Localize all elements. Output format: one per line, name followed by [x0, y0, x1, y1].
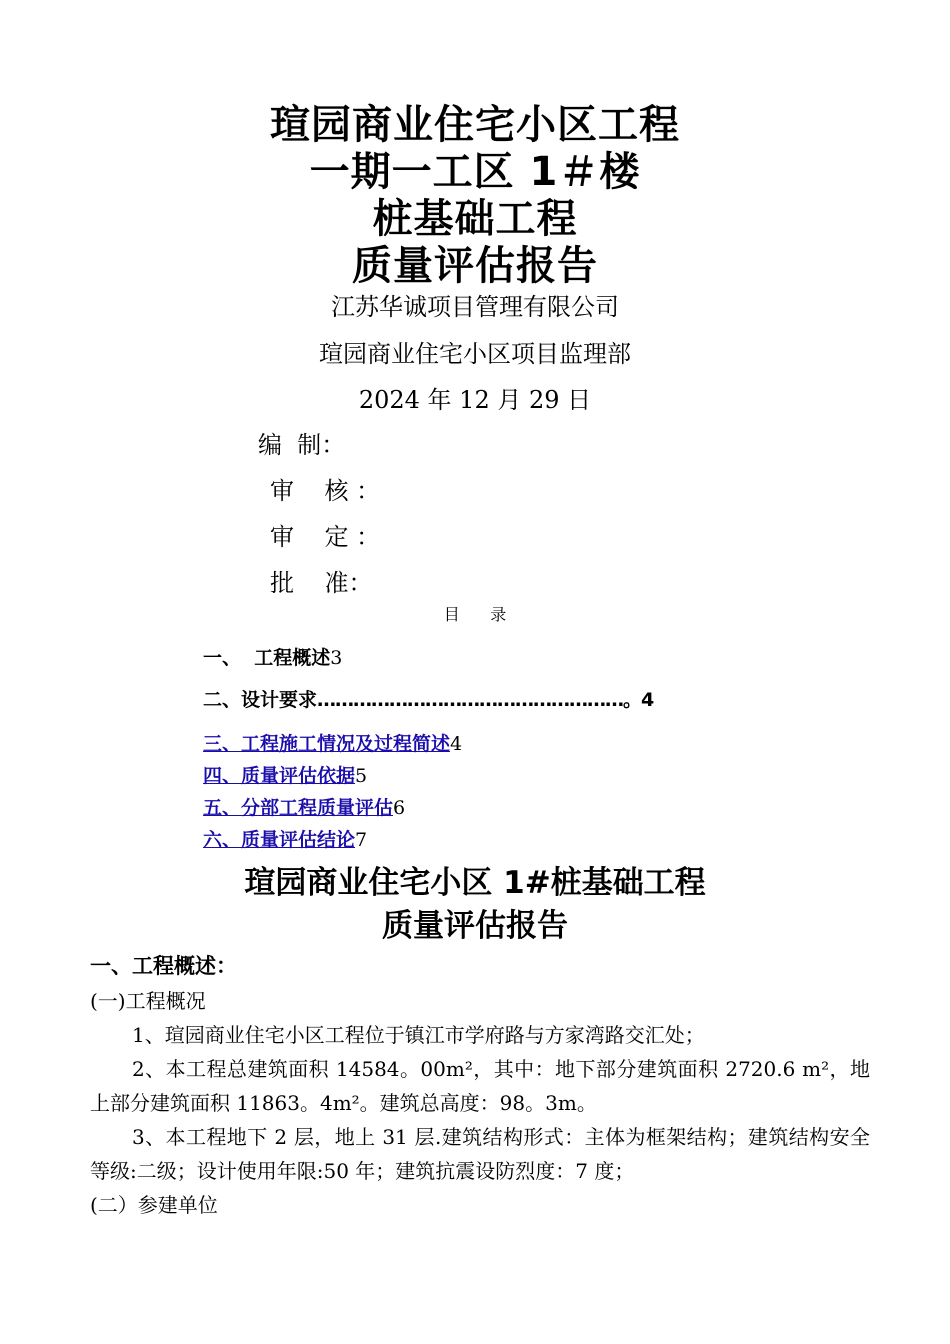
toc-link[interactable]: 六、质量评估结论 [203, 829, 356, 851]
signature-verify: 审 定 ： [270, 523, 381, 551]
paragraph [90, 1052, 870, 1120]
toc-item-label: 二、设计要求 [203, 689, 318, 711]
section-heading: 一、工程概述： [90, 954, 237, 978]
company-name: 江苏华诚项目管理有限公司 [331, 293, 619, 321]
department-name: 瑄园商业住宅小区项目监理部 [319, 340, 631, 368]
signature-review: 审 核 ： [270, 477, 381, 505]
toc-item-5[interactable] [203, 795, 405, 821]
subsection-heading: (二）参建单位 [90, 1193, 218, 1217]
report-title [0, 862, 950, 948]
toc-item-page: 5 [355, 765, 368, 787]
toc-item-4[interactable] [203, 763, 367, 789]
toc-item-page: 7 [355, 829, 368, 851]
toc-link[interactable]: 三、工程施工情况及过程简述 [203, 733, 451, 755]
paragraph-text: 3、本工程地下 2 层，地上 31 层.建筑结构形式：主体为框架结构；建筑结构安全等级:二级；设计使用年限:50 年；建筑抗震设防烈度：7 度； [90, 1125, 870, 1183]
cover-title [0, 102, 950, 290]
toc-item-3[interactable] [203, 731, 462, 757]
signature-compile: 编 制： [258, 431, 346, 459]
toc-item-6[interactable] [203, 827, 367, 853]
toc-item-2[interactable] [203, 687, 654, 713]
paragraph: 1、瑄园商业住宅小区工程位于镇江市学府路与方家湾路交汇处； [132, 1023, 705, 1047]
toc-item-page: 4 [641, 689, 655, 711]
toc-link[interactable]: 四、质量评估依据 [203, 765, 356, 787]
report-date: 2024 年 12 月 29 日 [358, 386, 592, 414]
cover-title-line-1: 瑄园商业住宅小区工程 [270, 102, 680, 148]
toc-link[interactable]: 五、分部工程质量评估 [203, 797, 394, 819]
paragraph [90, 1120, 870, 1188]
toc-item-page: 3 [330, 647, 343, 669]
toc-item-page: 4 [450, 733, 463, 755]
report-title-line-1: 瑄园商业住宅小区 1#桩基础工程 [244, 865, 706, 901]
subsection-heading: (一)工程概况 [90, 989, 206, 1013]
cover-title-line-2: 一期一工区 1＃楼 [309, 149, 641, 195]
cover-title-line-4: 质量评估报告 [352, 243, 598, 289]
paragraph-text: 2、本工程总建筑面积 14584。00m²，其中：地下部分建筑面积 2720.6 m²，地上部分建筑面积 11863。4m²。建筑总高度：98。3m。 [90, 1057, 870, 1115]
toc-item-1[interactable] [203, 645, 342, 671]
report-title-line-2: 质量评估报告 [382, 908, 568, 944]
toc-item-page: 6 [393, 797, 406, 819]
toc-item-dots: ……………………………………………。 [317, 689, 642, 711]
signature-approve: 批 准： [270, 569, 373, 597]
toc-heading: 目 录 [443, 605, 507, 624]
toc-item-label: 一、 工程概述 [203, 647, 331, 669]
cover-title-line-3: 桩基础工程 [372, 196, 578, 242]
